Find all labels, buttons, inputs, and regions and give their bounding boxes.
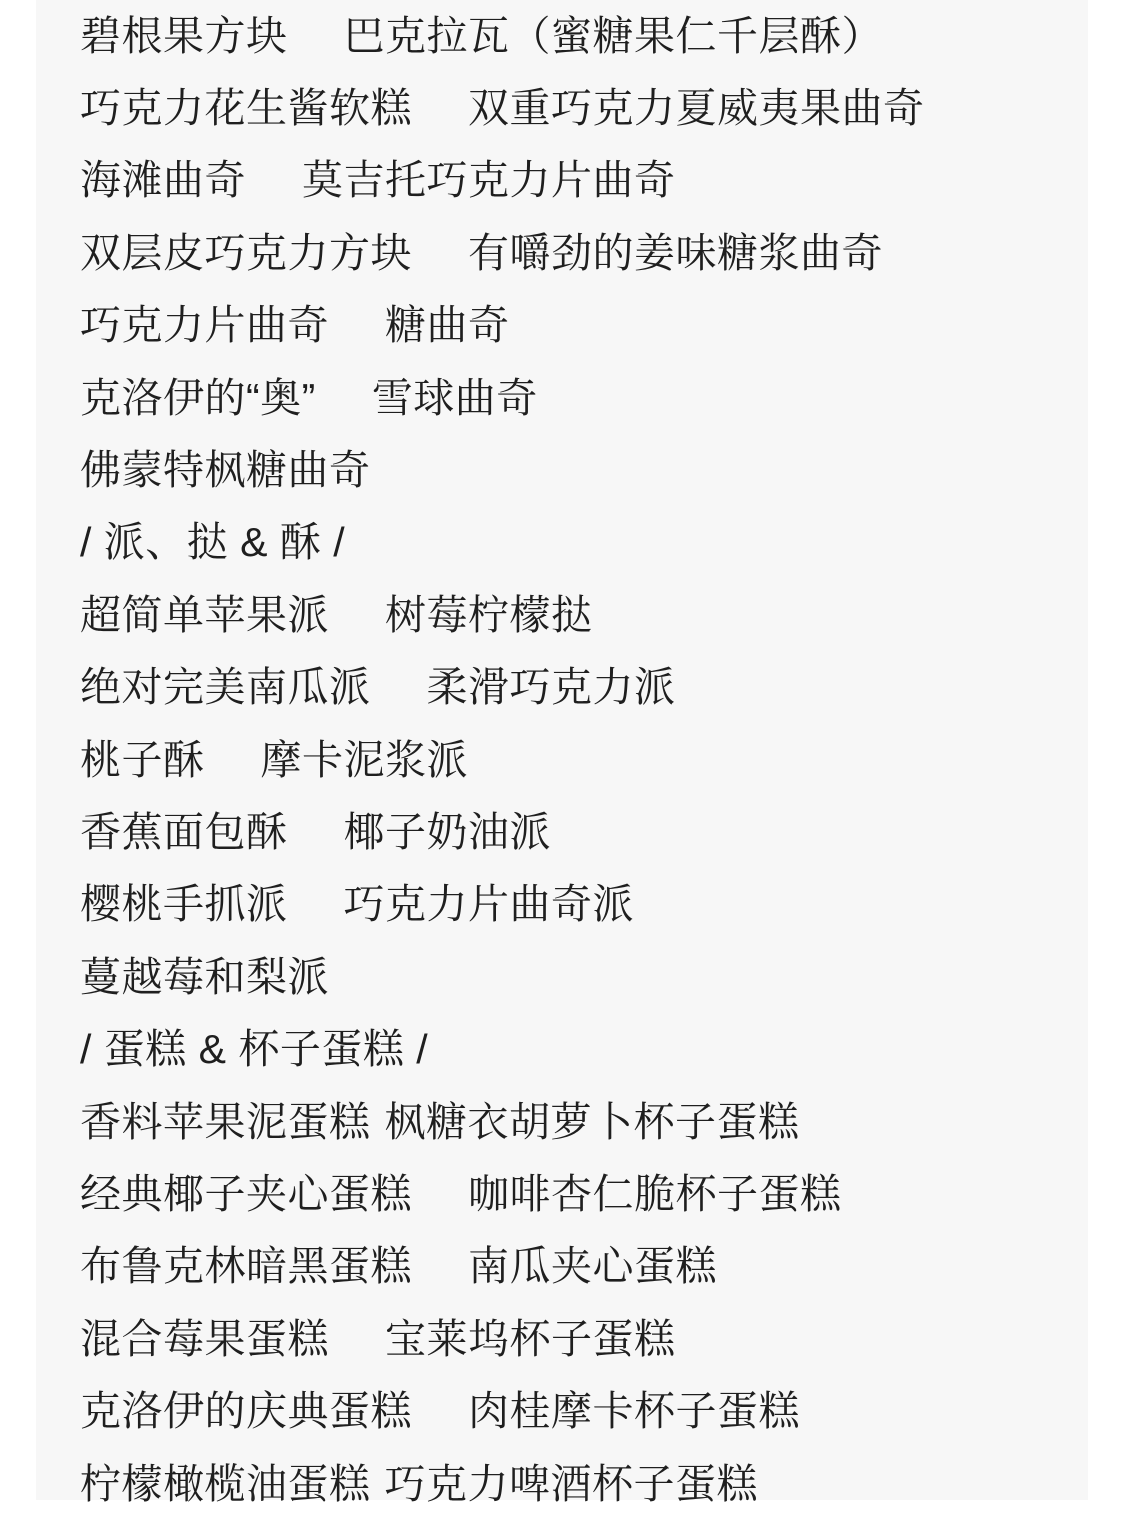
recipe-name: 宝莱坞杯子蛋糕 — [385, 1315, 676, 1362]
recipe-name: 混合莓果蛋糕 — [80, 1315, 329, 1362]
recipe-name: 糖曲奇 — [385, 302, 510, 349]
recipe-row — [80, 1154, 1088, 1226]
recipe-name: 莫吉托巧克力片曲奇 — [302, 157, 676, 204]
recipe-row — [80, 358, 1088, 430]
recipe-name: 佛蒙特枫糖曲奇 — [80, 447, 371, 494]
recipe-name: 超简单苹果派 — [80, 591, 329, 638]
section-header — [80, 503, 1088, 575]
recipe-name: 布鲁克林暗黑蛋糕 — [80, 1243, 412, 1290]
recipe-row — [80, 792, 1088, 864]
recipe-name: 柠檬橄榄油蛋糕 — [80, 1460, 371, 1507]
recipe-row — [80, 141, 1088, 213]
recipe-name: 桃子酥 — [80, 736, 205, 783]
recipe-name: 双重巧克力夏威夷果曲奇 — [468, 85, 925, 132]
recipe-row — [80, 1299, 1088, 1371]
recipe-row — [80, 1082, 1088, 1154]
recipe-name: 巧克力片曲奇派 — [343, 881, 634, 928]
recipe-name: 柔滑巧克力派 — [426, 664, 676, 711]
recipe-name: 树莓柠檬挞 — [385, 591, 593, 638]
recipe-name: 樱桃手抓派 — [80, 881, 288, 928]
recipe-row — [80, 430, 1088, 502]
recipe-index-list — [36, 0, 1088, 1516]
recipe-name: 枫糖衣胡萝卜杯子蛋糕 — [384, 1098, 800, 1145]
recipe-row — [80, 68, 1088, 140]
section-header — [80, 1009, 1088, 1081]
recipe-name: 经典椰子夹心蛋糕 — [80, 1170, 412, 1217]
section-header-label: / 派、挞 & 酥 / — [80, 519, 346, 566]
section-header-label: / 蛋糕 & 杯子蛋糕 / — [80, 1026, 429, 1073]
recipe-row — [80, 937, 1088, 1009]
recipe-name: 巴克拉瓦（蜜糖果仁千层酥） — [343, 12, 883, 59]
recipe-name: 蔓越莓和梨派 — [80, 953, 329, 1000]
recipe-name: 海滩曲奇 — [80, 157, 246, 204]
recipe-name: 肉桂摩卡杯子蛋糕 — [468, 1388, 800, 1435]
recipe-row — [80, 213, 1088, 285]
recipe-name: 绝对完美南瓜派 — [80, 664, 371, 711]
recipe-row — [80, 286, 1088, 358]
recipe-row — [80, 865, 1088, 937]
recipe-row — [80, 648, 1088, 720]
recipe-name: 巧克力啤酒杯子蛋糕 — [384, 1460, 758, 1507]
recipe-name: 巧克力片曲奇 — [80, 302, 329, 349]
recipe-name: 碧根果方块 — [80, 12, 288, 59]
recipe-name: 椰子奶油派 — [343, 808, 551, 855]
recipe-name: 有嚼劲的姜味糖浆曲奇 — [468, 229, 883, 276]
recipe-name: 巧克力花生酱软糕 — [80, 85, 412, 132]
recipe-name: 摩卡泥浆派 — [260, 736, 468, 783]
recipe-name: 雪球曲奇 — [371, 374, 538, 421]
recipe-name: 香料苹果泥蛋糕 — [80, 1098, 371, 1145]
recipe-row — [80, 720, 1088, 792]
recipe-name: 南瓜夹心蛋糕 — [468, 1243, 717, 1290]
recipe-name: 双层皮巧克力方块 — [80, 229, 412, 276]
recipe-name: 香蕉面包酥 — [80, 808, 288, 855]
reader-page — [36, 0, 1088, 1507]
recipe-name: 克洛伊的“奥” — [80, 374, 316, 421]
recipe-row — [80, 0, 1088, 68]
recipe-row — [80, 1227, 1088, 1299]
recipe-row — [80, 1444, 1088, 1516]
recipe-name: 克洛伊的庆典蛋糕 — [80, 1388, 412, 1435]
recipe-name: 咖啡杏仁脆杯子蛋糕 — [468, 1170, 842, 1217]
recipe-row — [80, 1371, 1088, 1443]
recipe-row — [80, 575, 1088, 647]
